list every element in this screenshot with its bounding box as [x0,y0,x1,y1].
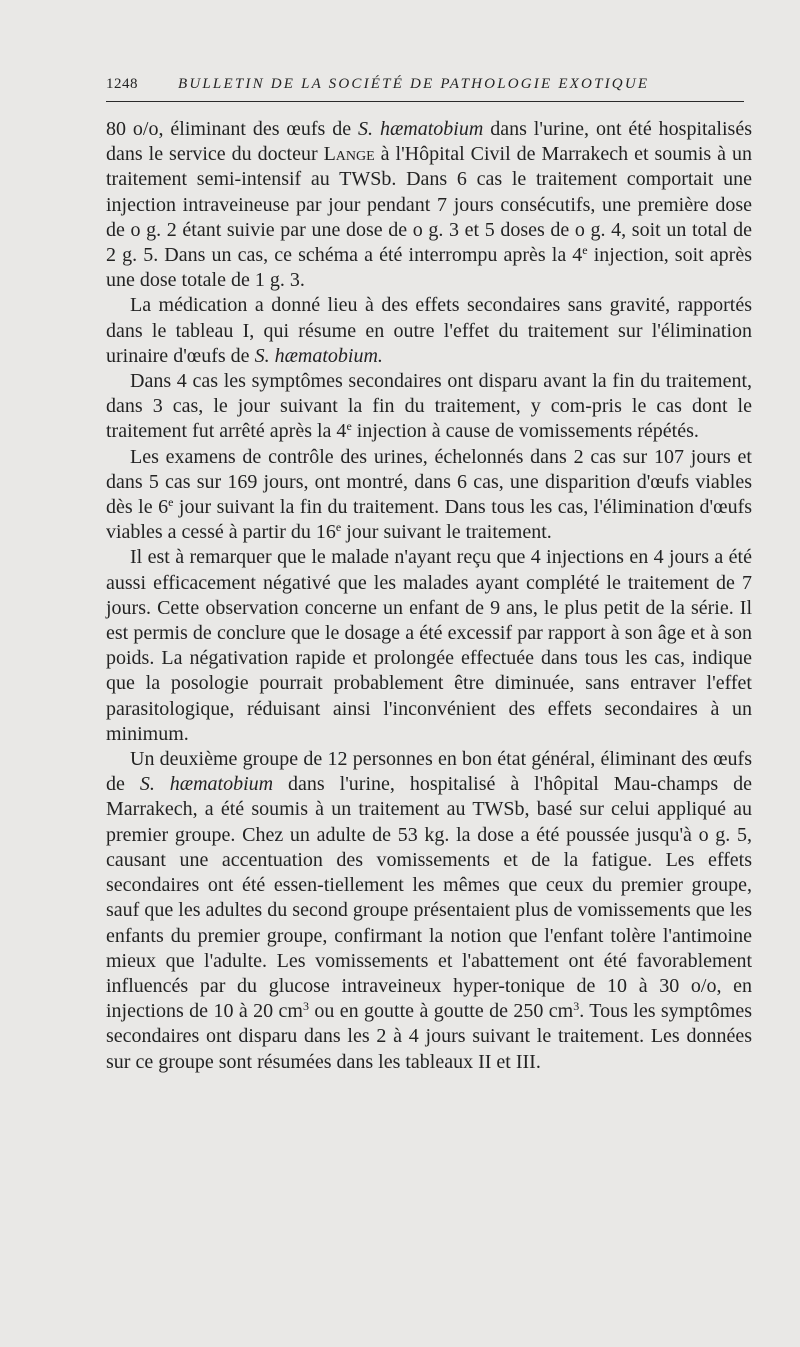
paragraph-5: Il est à remarquer que le malade n'ayant reçu que 4 injections en 4 jours a été aussi efficacement négativé que les malades ayant complété le traitement de 7 jours. Cette observation concerne un enfant de 9 ans, le plus petit de la série. Il est permis de conclure que le dosage a été excessif par rapport à son âge et à son poids. La négativation rapide et prolongée effectuée dans tous les cas, indique que la posologie pourrait probablement être diminuée, sans entraver l'effet parasitologique, réduisant ainsi l'inconvénient des effets secondaires à un minimum. [106,546,752,745]
paragraph-4: Les examens de contrôle des urines, échelonnés dans 2 cas sur 107 jours et dans 5 cas sur 169 jours, ont montré, dans 6 cas, une disparition d'œufs viables dès le 6e jour suivant la fin du traitement. Dans tous les cas, l'élimination d'œufs viables a cessé à partir du 16e jour suivant le traitement. [106,445,753,544]
page-number: 1248 [106,76,138,92]
header-rule [106,101,744,102]
paragraph-1: 80 o/o, éliminant des œufs de S. hæmatobium dans l'urine, ont été hospitalisés dans le service du docteur Lange à l'Hôpital Civil de Marrakech et soumis à un traitement semi-intensif au TWSb. Dans 6 cas le traitement comportait une injection intraveineuse par jour pendant 7 jours consécutifs, une première dose de o g. 2 étant suivie par une dose de o g. 3 et 5 doses de o g. 4, soit un total de 2 g. 5. Dans un cas, ce schéma a été interrompu après la 4e injection, soit après une dose totale de 1 g. 3. [106,118,752,292]
paragraph-6: Un deuxième groupe de 12 personnes en bon état général, éliminant des œufs de S. hæmatobium dans l'urine, hospitalisé à l'hôpital Mau-champs de Marrakech, a été soumis à un traitement au TWSb, basé sur celui appliqué au premier groupe. Chez un adulte de 53 kg. la dose a été poussée jusqu'à o g. 5, causant une accentuation des vomissements et de la fatigue. Les effets secondaires ont été essen-tiellement les mêmes que ceux du premier groupe, sauf que les adultes du second groupe présentaient plus de vomissements que les enfants du premier groupe, confirmant la notion que l'enfant tolère l'antimoine mieux que l'adulte. Les vomissements et l'abattement ont été favorablement influencés par du glucose intraveineux hyper-tonique de 10 à 30 o/o, en injections de 10 à 20 $cm^3$ ou en goutte à goutte de 250 $cm^3$. Tous les symptômes secondaires ont disparu dans les 2 à 4 jours suivant le traitement. Les données sur ce groupe sont résumées dans les tableaux II et III. [106,748,753,1073]
article-body [106,117,752,1075]
paragraph-2: La médication a donné lieu à des effets secondaires sans gravité, rapportés dans le tableau I, qui résume en outre l'effet du traitement sur l'élimination urinaire d'œufs de S. hæmatobium. [106,294,752,367]
paragraph-3: Dans 4 cas les symptômes secondaires ont disparu avant la fin du traitement, dans 3 cas, le jour suivant la fin du traitement, y com-pris le cas dont le traitement fut arrêté après la 4e injection à cause de vomissements répétés. [106,370,752,443]
page-header [106,74,744,102]
running-title: BULLETIN DE LA SOCIÉTÉ DE PATHOLOGIE EXOTIQUE [178,76,650,92]
